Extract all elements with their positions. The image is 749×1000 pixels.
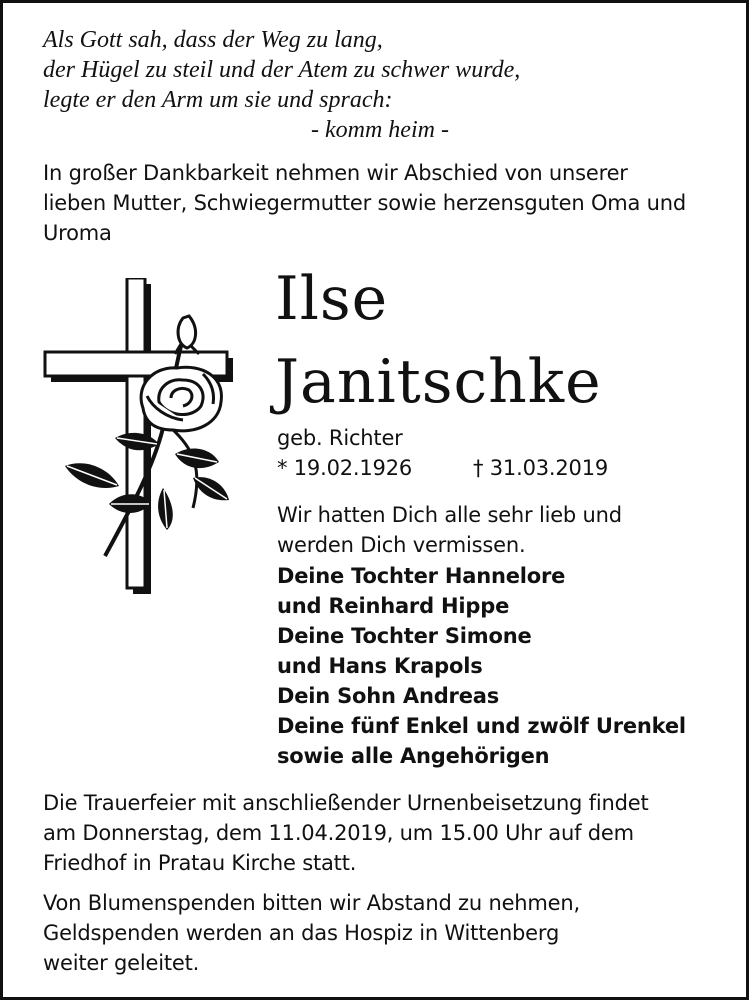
message-line: Wir hatten Dich alle sehr lieb und — [277, 503, 622, 527]
death-date: † 31.03.2019 — [473, 456, 609, 480]
intro-line: lieben Mutter, Schwiegermutter sowie herzensguten Oma und — [43, 191, 687, 215]
intro-line: Uroma — [43, 221, 112, 245]
mourner-line: Deine Tochter Hannelore — [277, 564, 566, 588]
mourner-line: Deine fünf Enkel und zwölf Urenkel — [277, 714, 686, 738]
intro-line: In großer Dankbarkeit nehmen wir Abschied von unserer — [43, 161, 628, 185]
maiden-name: geb. Richter — [277, 426, 403, 450]
poem-line: legte er den Arm um sie und sprach: — [43, 87, 393, 113]
deceased-first-name: Ilse — [275, 264, 389, 334]
mourner-line: sowie alle Angehörigen — [277, 744, 550, 768]
deceased-last-name: Janitschke — [275, 347, 602, 417]
message-line: werden Dich vermissen. — [277, 533, 526, 557]
mourner-line: und Hans Krapols — [277, 654, 483, 678]
poem-closing-line: - komm heim - — [311, 117, 449, 143]
mourner-line: Deine Tochter Simone — [277, 624, 532, 648]
donations-line: weiter geleitet. — [43, 951, 200, 975]
mourner-line: Dein Sohn Andreas — [277, 684, 500, 708]
poem-line: Als Gott sah, dass der Weg zu lang, — [43, 27, 383, 53]
cross-with-rose-icon — [43, 278, 243, 598]
mourner-line: und Reinhard Hippe — [277, 594, 510, 618]
poem-line: der Hügel zu steil und der Atem zu schwer wurde, — [43, 57, 521, 83]
donations-line: Geldspenden werden an das Hospiz in Wittenberg — [43, 921, 560, 945]
funeral-line: am Donnerstag, dem 11.04.2019, um 15.00 Uhr auf dem — [43, 821, 634, 845]
funeral-line: Friedhof in Pratau Kirche statt. — [43, 851, 357, 875]
birth-date: * 19.02.1926 — [277, 456, 413, 480]
funeral-line: Die Trauerfeier mit anschließender Urnenbeisetzung findet — [43, 791, 649, 815]
donations-line: Von Blumenspenden bitten wir Abstand zu nehmen, — [43, 891, 580, 915]
